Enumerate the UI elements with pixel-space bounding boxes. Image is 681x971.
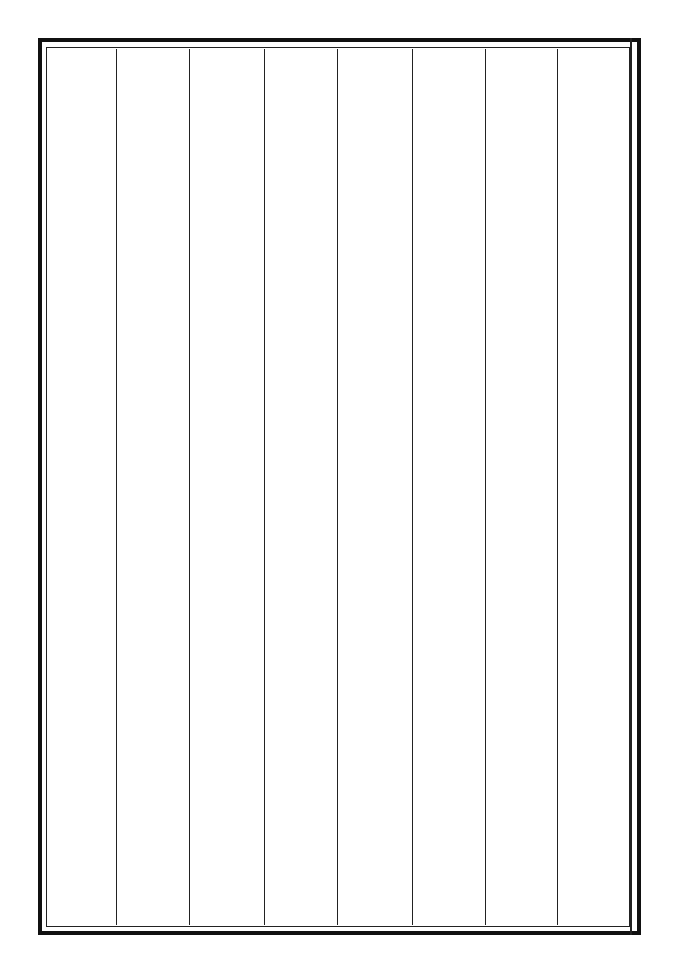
column-rule xyxy=(557,49,558,925)
column-rule xyxy=(412,49,413,925)
column-rule xyxy=(337,49,338,925)
column-rule xyxy=(485,49,486,925)
column-rule xyxy=(116,49,117,925)
margin-rule xyxy=(630,38,632,935)
text-frame xyxy=(46,47,630,927)
column-rule xyxy=(264,49,265,925)
column-rule xyxy=(189,49,190,925)
